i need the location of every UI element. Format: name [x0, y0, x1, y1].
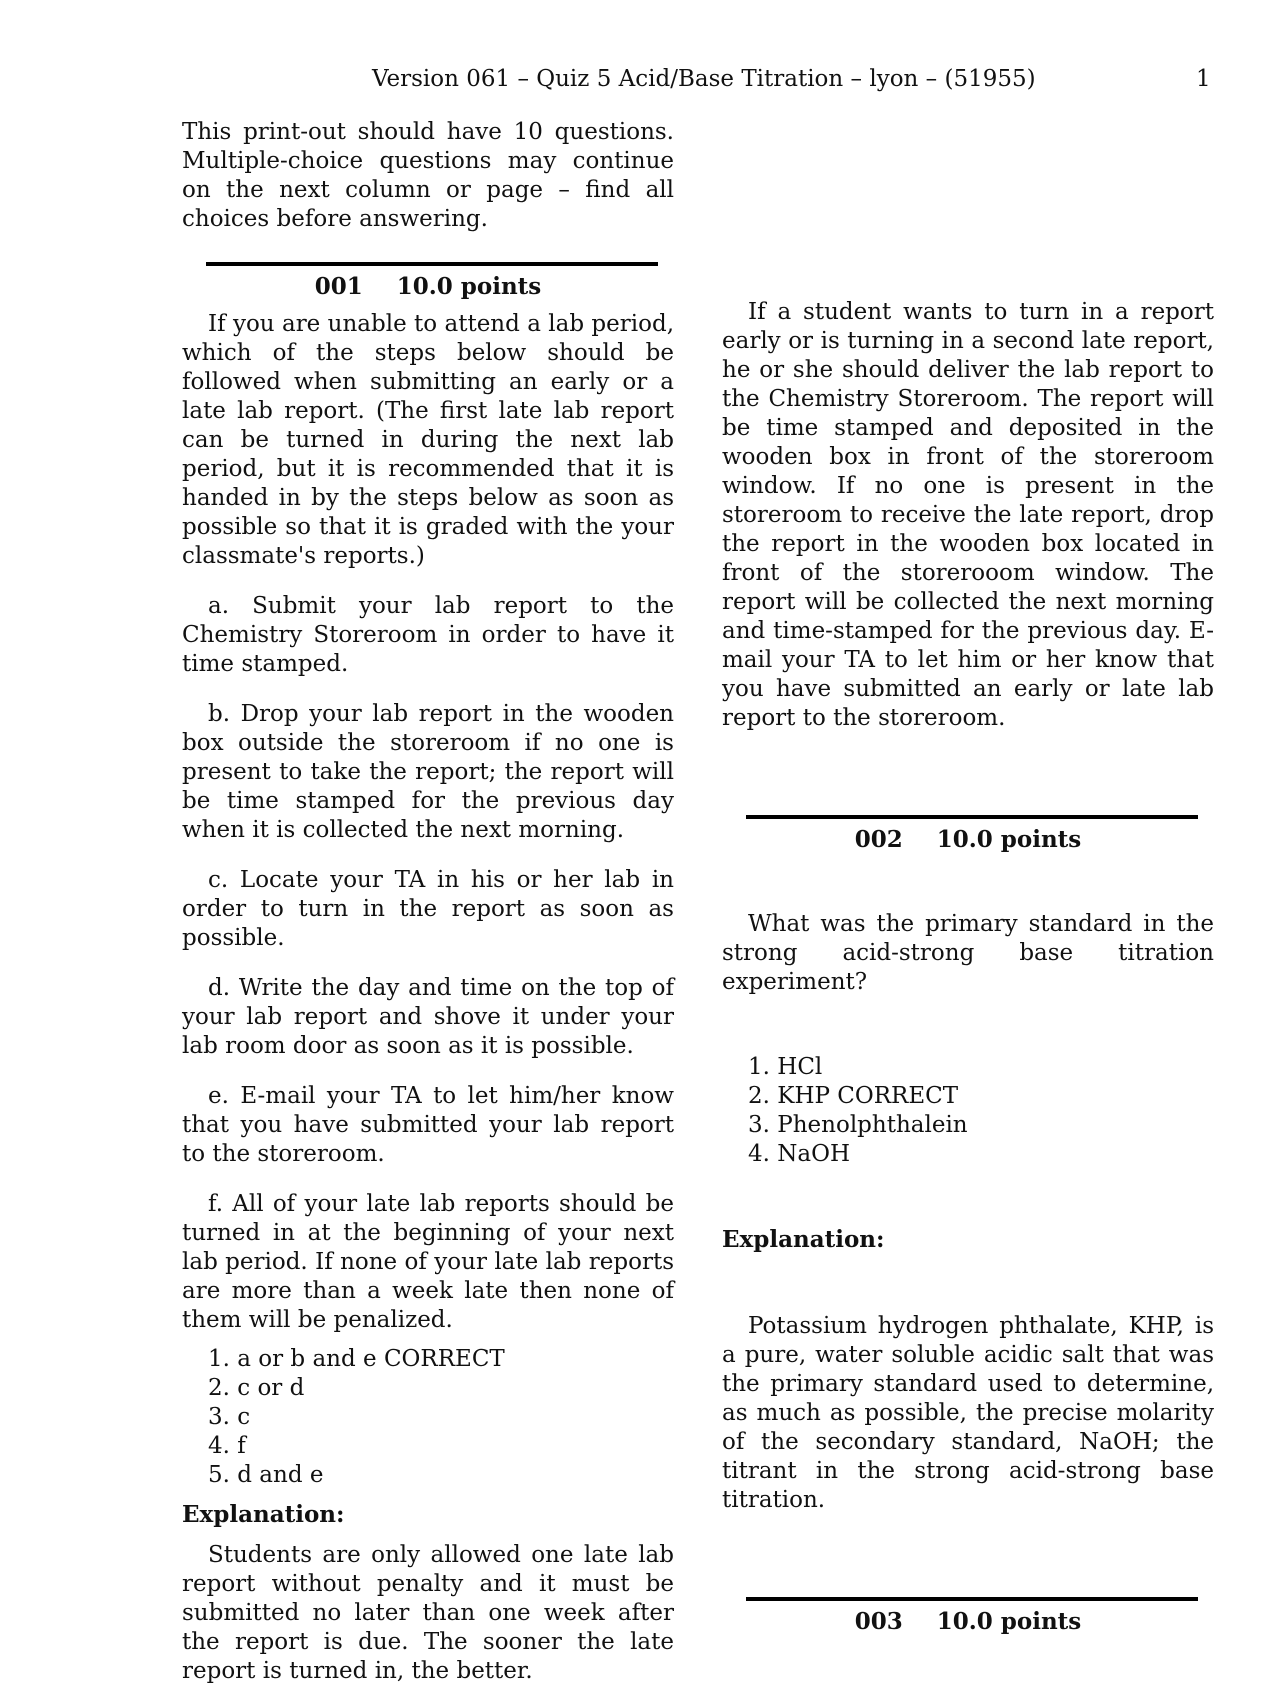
question-text: What was the primary standard in the strong acid-strong base titration experiment? — [722, 911, 1214, 995]
statement-a: a. Submit your lab report to the Chemistry Storeroom in order to have it time stamped. — [182, 593, 674, 677]
question-header-001 — [182, 272, 674, 301]
explanation-text: Potassium hydrogen phthalate, KHP, is a pure, water soluble acidic salt that was the primary standard used to determine, as much as possible, the precise molarity of the secondary standard, NaOH; the titrant in the strong acid-strong base titration. — [722, 1313, 1214, 1513]
statement-f: f. All of your late lab reports should be turned in at the beginning of your next lab period. If none of your late lab reports are more than a week late then none of them will be penalized. — [182, 1191, 674, 1333]
question-number: 002 — [854, 826, 903, 853]
choice-item: 4. NaOH — [748, 1141, 851, 1167]
choice-item: 1. a or b and e CORRECT — [208, 1346, 505, 1372]
question-header-003 — [722, 1607, 1214, 1636]
question-points: 10.0 points — [936, 826, 1082, 853]
left-column — [182, 118, 674, 1686]
statement-b: b. Drop your lab report in the wooden box outside the storeroom if no one is present to take the report; the report will be time stamped for the previous day when it is collected the next morning. — [182, 701, 674, 843]
statement-d: d. Write the day and time on the top of your lab report and shove it under your lab room door as soon as it is possible. — [182, 975, 674, 1059]
question-divider — [746, 1597, 1198, 1601]
intro-text: This print-out should have 10 questions. Multiple-choice questions may continue on the next column or page – find all choices before answering. — [182, 119, 674, 232]
document-title: Version 061 – Quiz 5 Acid/Base Titration – lyon – (51955) — [372, 66, 1036, 92]
choice-item: 3. Phenolphthalein — [748, 1112, 968, 1138]
question-divider — [746, 815, 1198, 819]
right-column — [722, 118, 1214, 1636]
explanation-label: Explanation: — [182, 1501, 345, 1528]
page-header — [0, 66, 1280, 100]
question-points: 10.0 points — [396, 273, 542, 300]
answer-choices — [722, 1053, 1214, 1169]
question-number: 001 — [314, 273, 363, 300]
statement-c: c. Locate your TA in his or her lab in order to turn in the report as soon as possible. — [182, 867, 674, 951]
question-number: 003 — [854, 1608, 903, 1635]
answer-choices — [182, 1345, 674, 1490]
continuation-spacer — [722, 118, 1214, 176]
question-text: If you are unable to attend a lab period, which of the steps below should be followed when submitting an early or a late lab report. (The first late lab report can be turned in during the next lab period, but it is recommended that it is handed in by the steps below as soon as possible so that it is graded with the your classmate's reports.) — [182, 311, 674, 569]
question-header-002 — [722, 825, 1214, 854]
question-points: 10.0 points — [936, 1608, 1082, 1635]
question-divider — [206, 262, 658, 266]
choice-item: 2. KHP CORRECT — [748, 1083, 959, 1109]
choice-item: 1. HCl — [748, 1054, 823, 1080]
choice-item: 4. f — [208, 1433, 246, 1459]
statement-e: e. E-mail your TA to let him/her know that you have submitted your lab report to the storeroom. — [182, 1083, 674, 1167]
explanation-text: Students are only allowed one late lab report without penalty and it must be submitted no later than one week after the report is due. The sooner the late report is turned in, the better. — [182, 1542, 674, 1684]
explanation-label: Explanation: — [722, 1226, 885, 1253]
choice-item: 5. d and e — [208, 1462, 324, 1488]
choice-item: 3. c — [208, 1404, 251, 1430]
choice-item: 2. c or d — [208, 1375, 305, 1401]
explanation-text-continued: If a student wants to turn in a report early or is turning in a second late report, he or she should deliver the lab report to the Chemistry Storeroom. The report will be time stamped and deposited in the wooden box in front of the storeroom window. If no one is present in the storeroom to receive the late report, drop the report in the wooden box located in front of the storerooom window. The report will be collected the next morning and time-stamped for the previous day. E-mail your TA to let him or her know that you have submitted an early or late lab report to the storeroom. — [722, 299, 1214, 731]
page-number: 1 — [1196, 66, 1211, 92]
